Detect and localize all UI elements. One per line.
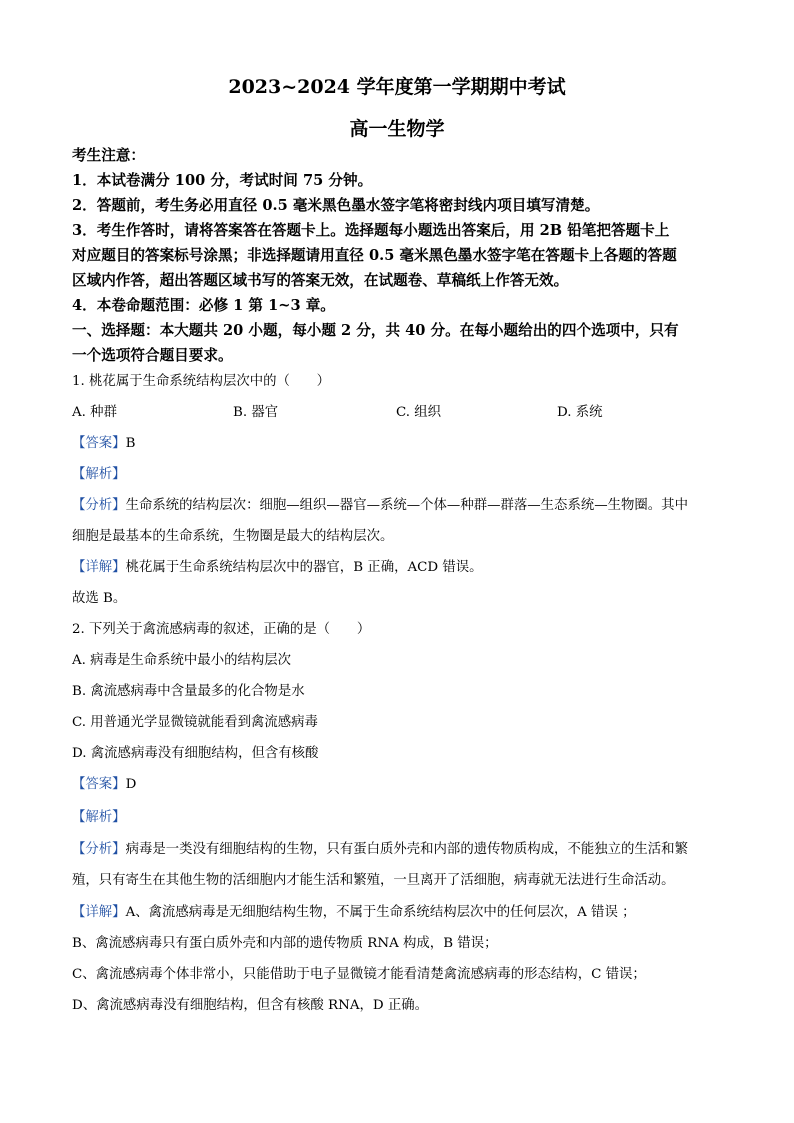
q2-option-c: C. 用普通光学显微镜就能看到禽流感病毒 (72, 715, 318, 730)
xiangjie-tag: 【详解】 (72, 905, 126, 920)
q2-option-a: A. 病毒是生命系统中最小的结构层次 (72, 653, 292, 668)
q2-option-d: D. 禽流感病毒没有细胞结构，但含有核酸 (72, 746, 319, 761)
fenxi-text: 生命系统的结构层次：细胞—组织—器官—系统—个体—种群—群落—生态系统—生物圈。其中 (125, 498, 688, 513)
q1-xiangjie (72, 558, 483, 578)
q1-analysis-tag: 【解析】 (72, 467, 126, 482)
notice-item: 1．本试卷满分 100 分，考试时间 75 分钟。 (72, 172, 373, 189)
q1-fenxi (72, 496, 688, 516)
exam-subtitle: 高一生物学 (349, 118, 445, 140)
answer-value: B (125, 436, 136, 451)
q2-xiangjie-c: C、禽流感病毒个体非常小，只能借助于电子显微镜才能看清楚禽流感病毒的形态结构，C 错误； (72, 967, 646, 982)
q2-fenxi-cont: 殖，只有寄生在其他生物的活细胞内才能生活和繁殖，一旦离开了活细胞，病毒就无法进行生命活动。 (72, 873, 675, 888)
question-1-stem: 1. 桃花属于生命系统结构层次中的（ ） (72, 374, 331, 389)
q2-xiangjie (72, 903, 635, 923)
answer-tag: 【答案】 (72, 436, 126, 451)
fenxi-text: 病毒是一类没有细胞结构的生物，只有蛋白质外壳和内部的遗传物质构成，不能独立的生活和繁 (125, 842, 688, 857)
question-2-stem: 2. 下列关于禽流感病毒的叙述，正确的是（ ） (72, 622, 371, 637)
notice-heading: 考生注意： (72, 147, 145, 164)
notice-item: 区域内作答，超出答题区域书写的答案无效，在试题卷、草稿纸上作答无效。 (72, 272, 569, 289)
fenxi-tag: 【分析】 (72, 842, 126, 857)
answer-tag: 【答案】 (72, 777, 126, 792)
notice-item: 4．本卷命题范围：必修 1 第 1~3 章。 (72, 297, 335, 314)
q2-answer (72, 775, 136, 795)
q1-option-b: B. 器官 (233, 405, 279, 420)
q2-option-b: B. 禽流感病毒中含量最多的化合物是水 (72, 684, 305, 699)
q2-xiangjie-b: B、禽流感病毒只有蛋白质外壳和内部的遗传物质 RNA 构成，B 错误； (72, 936, 498, 951)
q2-analysis-tag: 【解析】 (72, 810, 126, 825)
answer-value: D (125, 777, 137, 792)
q1-fenxi-cont: 细胞是最基本的生命系统，生物圈是最大的结构层次。 (72, 529, 394, 544)
q2-fenxi (72, 840, 688, 860)
xiangjie-text: A、禽流感病毒是无细胞结构生物，不属于生命系统结构层次中的任何层次，A 错误 ； (125, 905, 636, 920)
xiangjie-tag: 【详解】 (72, 560, 126, 575)
section-heading-cont: 一个选项符合题目要求。 (72, 347, 233, 364)
notice-item: 3．考生作答时，请将答案答在答题卡上。选择题每小题选出答案后，用 2B 铅笔把答题卡上 (72, 222, 670, 239)
q1-option-a: A. 种群 (72, 405, 117, 420)
fenxi-tag: 【分析】 (72, 498, 126, 513)
q2-xiangjie-d: D、禽流感病毒没有细胞结构，但含有核酸 RNA，D 正确。 (72, 998, 429, 1013)
q1-option-c: C. 组织 (396, 405, 442, 420)
notice-item: 2．答题前，考生务必用直径 0.5 毫米黑色墨水签字笔将密封线内项目填写清楚。 (72, 197, 600, 214)
q1-conclusion: 故选 B。 (72, 591, 127, 606)
exam-title: 2023~2024 学年度第一学期期中考试 (228, 76, 566, 98)
section-heading: 一、选择题：本大题共 20 小题，每小题 2 分，共 40 分。在每小题给出的四个选项中，只有 (72, 322, 679, 339)
q1-answer (72, 434, 135, 454)
xiangjie-text: 桃花属于生命系统结构层次中的器官，B 正确，ACD 错误。 (125, 560, 483, 575)
notice-item: 对应题目的答案标号涂黑；非选择题请用直径 0.5 毫米黑色墨水签字笔在答题卡上各题的答题 (72, 247, 677, 264)
q1-option-d: D. 系统 (557, 405, 603, 420)
